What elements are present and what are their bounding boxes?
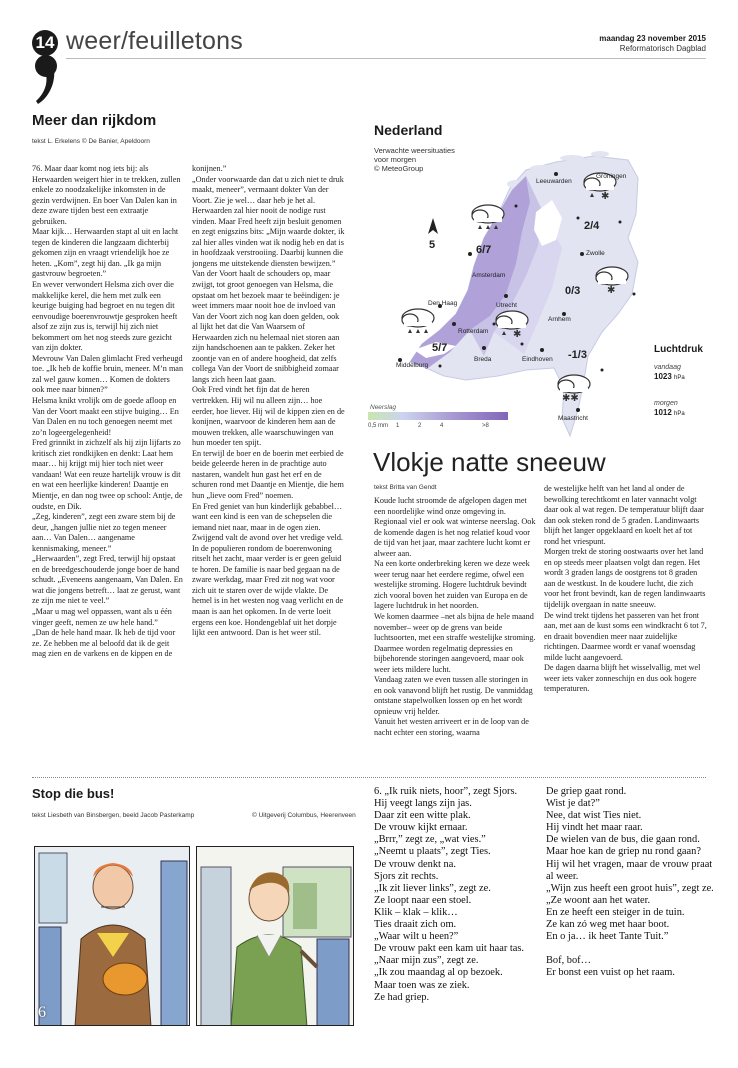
temperature-north-east: 2/4 [584, 220, 600, 232]
comic-panel-woman [34, 846, 190, 1026]
city-label-leeuwarden: Leeuwarden [536, 178, 572, 185]
pressure-tomorrow-label: morgen [654, 400, 678, 407]
section-divider [32, 777, 706, 778]
comma-logo [34, 52, 58, 106]
weather-column-1: Koude lucht stroomde de afgelopen dagen met een noordelijke wind onze omgeving in. Regionaal viel er ook wat winterse neerslag. Ook de komende dagen is het nog relatief koud voor de tijd van het jaar, maar zachtere lucht komt er alweer aan. Na een korte onderbreking keren we deze week weer terug naar het eerdere regime, ofwel een westelijke stroming. Hogere luchtdruk bevindt zich vooral boven het zuiden van Europa en de lagere luchtdruk in het noorden. We komen daarmee –net als bijna de hele maand november– weer op de grens van beide luchtsoorten, met een straffe westelijke stroming. Daarmee worden regelmatig depressies en bijbehorende storingen aangevoerd, maar ook weer iets mildere lucht. Vandaag zaten we even tussen alle storingen in en ook vanavond blijft het rustig. De vanmiddag ontstane stapelwolken lossen op en het wordt opnieuw vrij helder. Vanuit het westen arriveert er in de loop van de nacht echter een storing, waarna [374, 496, 536, 738]
rain-cloud-icon [402, 309, 434, 333]
feuilleton-column-1: 76. Maar daar komt nog iets bij: als Herwaarden weigert hier in te trekken, zullen enkele zo noodzakelijke inkomsten in de gezin verdwijnen. En boer Van Dalen kan in deze zware tijden best een extraatje gebruiken. Maar kijk… Herwaarden stapt al uit en lacht tegen de kinderen die langzaam dichterbij gekomen zijn en vraagt vriendelijk hoe ze heten. „Kom”, zegt hij dan. „Ik ga mijn gastvrouw begroeten.” En wever verwondert Helsma zich over die makkelijke kerel, die hem met zulk een keurige buiging had begroet en nu tegen dit eenvoudige boerenvrouwtje gesproken heeft alsof ze zijn zus is, terwijl hij zich niet bekommert om het nog steeds zure gezicht van zijn dokter. Mevrouw Van Dalen glimlacht Fred verheugd toe. „Ik heb de koffie bruin, meneer. M’n man zal wel gauw komen… Komen de dokters ook mee naar binnen?” Helsma knikt vrolijk om de goede afloop en Van der Voort maakt een stijve buiging… En Van Dalen en nu toch genoegen neemt met zo’n logeergelegenheid! Fred grinnikt in zichzelf als hij zijn lijfarts zo kritisch ziet rondkijken en denkt: Laat hem maar… hij krijgt mij hier toch niet weer vandaan! Wat een reuze hartelijk vrouw is dit en wat een heerlijke kinderen! Daantje en Mientje, en dan nog twee op school: Antje, de oudste, en Dik. „Zeg, kinderen”, zegt een zware stem bij de deur, „hangen jullie niet zo tegen meneer aan… Van Dalen… aangename kennismaking, meneer.” „Herwaarden”, zegt Fred, terwijl hij opstaat en de breedgeschouderde jonge boer de hand schudt. „Eveneens aangenaam, Van Dalen. En wat die jongens betreft… laat ze gerust, want ze zijn me niet te veel.” „Maar u mag wel oppassen, want als u één vinger geeft, nemen ze uw hele hand.” „Dan de hele hand maar. Ik heb de tijd voor ze. Ze hebben me al beloofd dat ik de geit mag zien en de varkens en de kippen en de [32, 164, 184, 659]
boy-on-bus-illustration [197, 847, 354, 1026]
pressure-today-label: vandaag [654, 364, 681, 371]
city-dot [554, 172, 558, 176]
issue-date: maandag 23 november 2015 [599, 34, 706, 43]
city-dot [515, 205, 518, 208]
north-arrow-icon [428, 218, 438, 234]
city-dot [452, 322, 456, 326]
newspaper-name: Reformatorisch Dagblad [619, 44, 706, 53]
precipitation-legend-bar [368, 412, 508, 420]
pressure-title: Luchtdruk [654, 344, 703, 355]
legend-tick: 4 [440, 423, 444, 429]
wind-force-value: 5 [429, 239, 436, 251]
city-dot [482, 346, 486, 350]
city-label-middelburg: Middelburg [396, 362, 429, 369]
comic-panel-number: 6 [38, 1004, 46, 1021]
bus-story-copyright: © Uitgeverij Columbus, Heerenveen [252, 812, 356, 819]
city-label-maastricht: Maastricht [558, 415, 588, 422]
bus-story-title: Stop die bus! [32, 786, 115, 801]
city-dot [540, 348, 544, 352]
temperature-north-holland: 6/7 [476, 244, 492, 256]
city-dot [504, 294, 508, 298]
svg-text:✱: ✱ [601, 191, 610, 202]
city-label-den-haag: Den Haag [428, 300, 458, 307]
bus-story-text-1: 6. „Ik ruik niets, hoor”, zegt Sjors. Hij veegt langs zijn jas. Daar zit een witte plak. De vrouw kijkt ernaar. „Brrr,” zegt ze, „wat vies.” „Neemt u plaats”, zegt Ties. De vrouw denkt na. Sjors zit rechts. „Ik zit liever links”, zegt ze. Ze loopt naar een stoel. Klik – klak – klik… Ties draait zich om. „Waar wilt u heen?” De vrouw pakt een kam uit haar tas. „Naar mijn zus”, zegt ze. „Ik zou maandag al op bezoek. Maar toen was ze ziek. Ze had griep. [374, 786, 525, 1003]
city-label-groningen: Groningen [596, 173, 627, 180]
feuilleton-credit: tekst L. Erkelens © De Banier, Apeldoorn [32, 138, 150, 145]
svg-text:✱: ✱ [607, 285, 616, 296]
weather-credit: tekst Britta van Gendt [374, 484, 437, 491]
weather-headline: Vlokje natte sneeuw [373, 447, 606, 477]
temperature-south-east: -1/3 [568, 349, 587, 361]
weather-map-title: Nederland [374, 122, 443, 138]
city-label-breda: Breda [474, 356, 492, 363]
city-label-amsterdam: Amsterdam [472, 272, 506, 279]
city-label-arnhem: Arnhem [548, 316, 571, 323]
legend-tick: >8 [482, 423, 489, 429]
city-dot [619, 221, 622, 224]
city-dot [576, 408, 580, 412]
temperature-east: 0/3 [565, 285, 581, 297]
city-dot [521, 343, 524, 346]
bus-story-text-2: De griep gaat rond. Wist je dat?” Nee, dat wist Ties niet. Hij vindt het maar raar. De wielen van de bus, die gaan rond. Maar hoe kan de griep nu rond gaan? Hij wil het vragen, maar de vrouw praat al weer. „Wijn zus heeft een groot huis”, zegt ze. „Ze woont aan het water. En ze heeft een steiger in de tuin. Ze kan zó weg met haar boot. En o ja… ik heet Tante Tuit.” Bof, bof… Er bonst een vuist op het raam. [546, 786, 714, 979]
city-dot [439, 365, 442, 368]
legend-tick: 1 [396, 423, 400, 429]
section-title: weer/feuilletons [66, 27, 243, 55]
city-dot [577, 217, 580, 220]
bus-story-credit: tekst Liesbeth van Binsbergen, beeld Jacob Pasterkamp [32, 812, 195, 819]
city-dot [633, 293, 636, 296]
city-dot [601, 369, 604, 372]
svg-text:✱: ✱ [513, 329, 522, 340]
city-label-utrecht: Utrecht [496, 302, 517, 309]
legend-tick: 2 [418, 423, 422, 429]
comic-panel-boy [196, 846, 354, 1026]
feuilleton-column-2: konijnen.” „Onder voorwaarde dan dat u zich niet te druk maakt, meneer”, vermaant dokter Van der Voort. Zie je wel… daar heb je het al. Herwaarden zal hier nooit de nodige rust vinden. Maar Fred heeft zijn besluit genomen en zegt enigszins bits: „Mijn waarde dokter, ik zal hier alles vinden wat ik nodig heb en dat is in hoofdzaak verstrooiing. Daarbij kunnen die jongens me uitstekende diensten bewijzen.” Van der Voort haalt de schouders op, maar zwijgt, tot groot genoegen van Helsma, die opstaat om het bezoek maar te beëindigen: je weet immers maar nooit hoe de invloed van Van der Voort zich nog kan doen gelden, ook al lijkt het dat die Van Waarsem of Herwaarden zich nu helemaal niet storen aan zijn handschoenen aan te pakken. Zeker het zoontje van en of andere hoogheid, dat zelfs collega Van der Voort de snibbigheid zomaar langs zich heen laat gaan. Ook Fred vindt het fijn dat de heren vertrekken. Hij wil nu alleen zijn… hoe eerder, hoe liever. Hij wil de kippen zien en de konijnen, waarvoor de kinderen hem aan de mouwen trekken, alle waarschuwingen van hun moeder ten spijt. En terwijl de boer en de boerin met eerbied de beide geleerde heren in de prachtige auto nastaren, wandelt hun gast het erf en de schuren rond met Daantje en Mientje, die hem hun „lieve oom Fred” noemen. En Fred geniet van hun kinderlijk gebabbel… want een kind is een van de schepselen die iemand niet naar, maar in de ogen zien. Zwijgend valt de avond over het vredige veld. In de populieren rondom de boerenwoning ritselt het zacht, maar verder is er geen geluid te horen. De familie is naar bed gegaan na de zware werkdag, maar Fred zit nog wat voor zich uit te staren over de wijde vlakte. De hemel is in het westen nog vaag verlicht en de maan is aan het opkomen. In de verte loeit ergens een koe. Hondengeblaf uit het dorpje lijkt een antwoord. Dan is het weer stil. [192, 164, 345, 638]
woman-on-bus-illustration [35, 847, 190, 1026]
pressure-tomorrow: 1012 hPa [654, 408, 685, 417]
svg-text:✱✱: ✱✱ [562, 393, 579, 404]
city-dot [580, 252, 584, 256]
weather-map-subtitle: Verwachte weersituaties voor morgen © MeteoGroup [374, 146, 455, 173]
page-number: 14 [32, 30, 58, 56]
feuilleton-title: Meer dan rijkdom [32, 112, 157, 129]
snow-cloud-icon [558, 375, 590, 404]
precipitation-legend-title: Neerslag [370, 404, 397, 411]
city-label-eindhoven: Eindhoven [522, 356, 553, 363]
city-label-rotterdam: Rotterdam [458, 328, 489, 335]
city-dot [493, 323, 496, 326]
city-dot [468, 252, 472, 256]
temperature-south-west: 5/7 [432, 342, 448, 354]
header-divider [66, 58, 706, 59]
pressure-today: 1023 hPa [654, 372, 685, 381]
weather-column-2: de westelijke helft van het land al onder de bewolking terechtkomt en later vannacht volgt daar ook al wat regen. De temperatuur blijft daar dan ook steken rond de 5 graden. Landinwaarts blijft het langer opgeklaard en koelt het af tot rond het vriespunt. Morgen trekt de storing oostwaarts over het land en op steeds meer plaatsen volgt dan regen. Het wordt 3 graden langs de oostgrens tot 8 graden aan de westkust. In de koudere lucht, die zich voor het front bevindt, kan de regen landinwaarts tijdelijk overgaan in natte sneeuw. De wind trekt tijdens het passeren van het front aan, met aan de kust soms een windkracht 6 tot 7, en draait bovendien meer naar zuidelijke richtingen. Daarmee wordt er vanaf woensdag milde lucht aangevoerd. De dagen daarna blijft het wisselvallig, met wel weer iets vaker zonneschijn en dus ook hogere temperaturen. [544, 484, 707, 694]
city-label-zwolle: Zwolle [586, 250, 605, 257]
legend-tick: 0,5 mm [368, 423, 389, 429]
